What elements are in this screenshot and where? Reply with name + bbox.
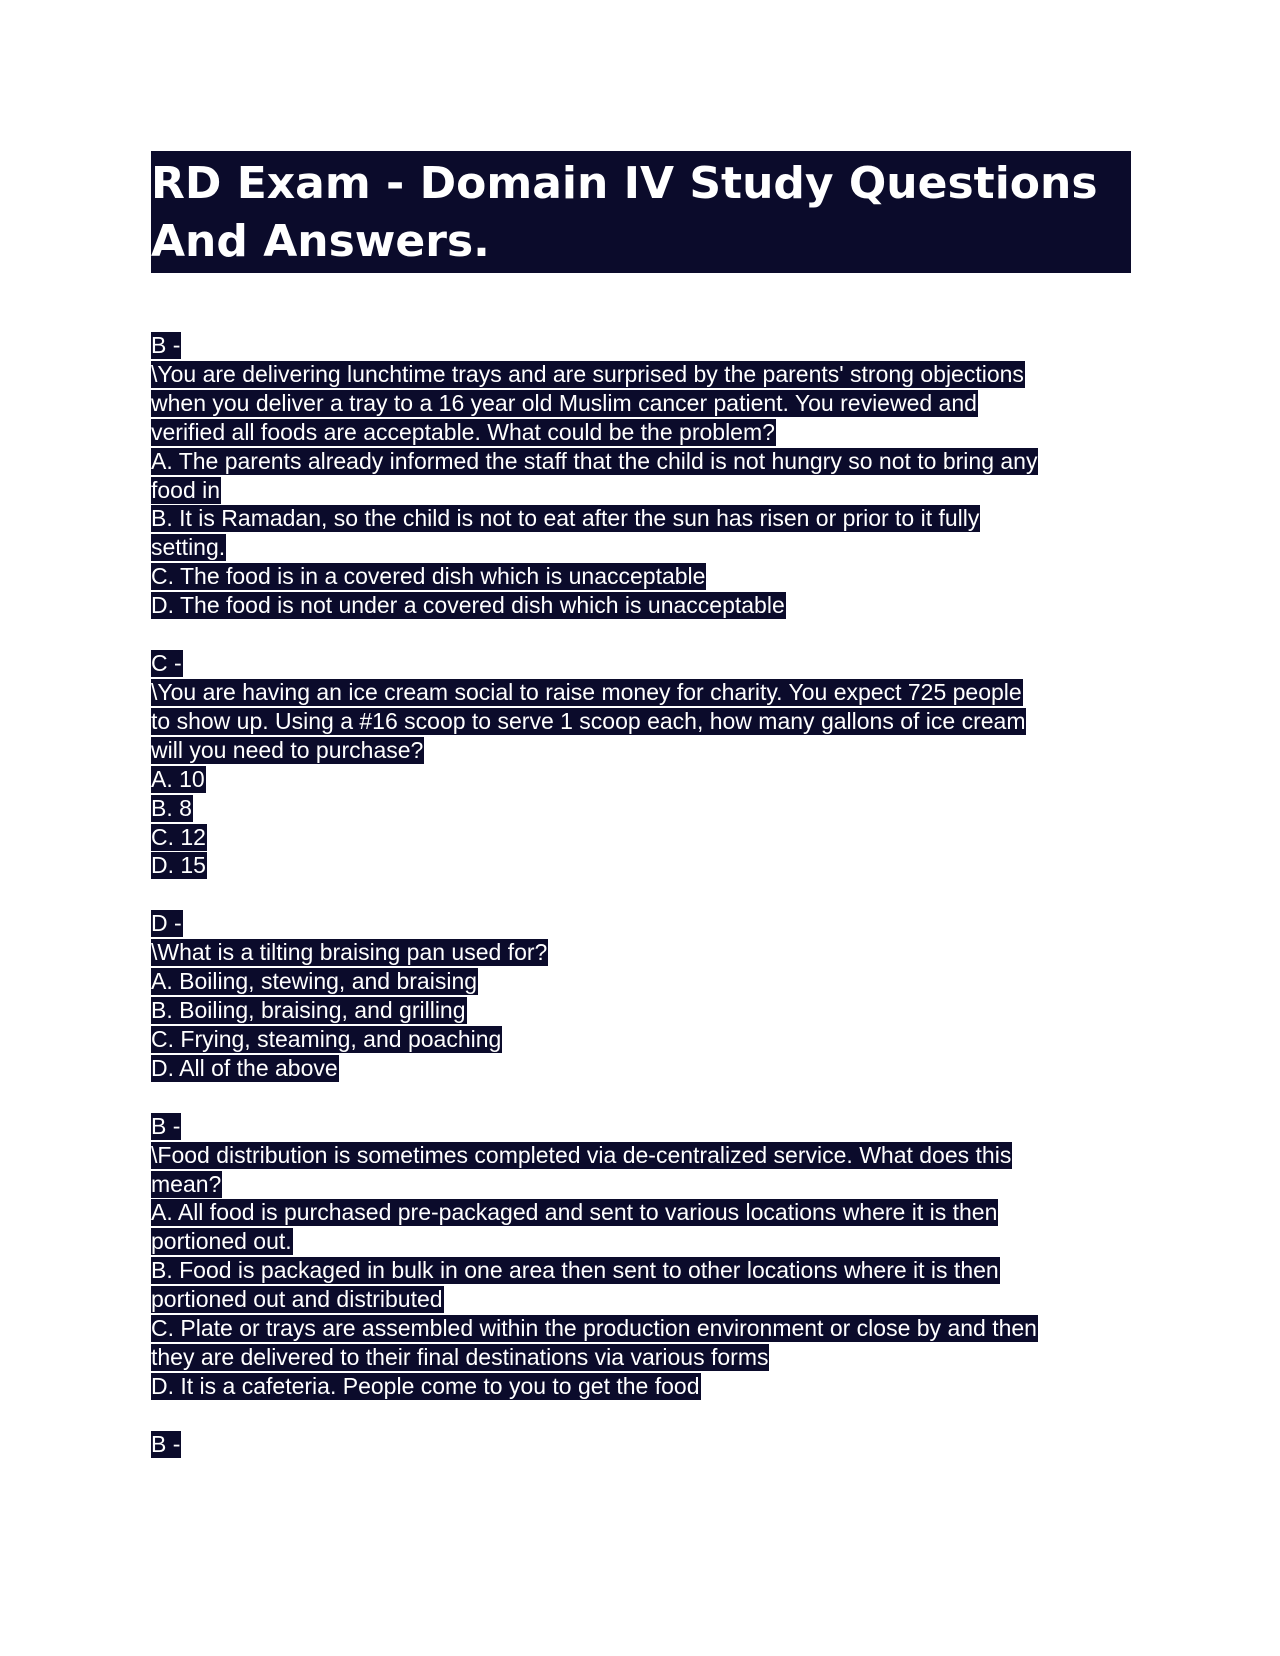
title-line: And Answers.: [151, 216, 490, 267]
question-block: [151, 1430, 1131, 1459]
title-line: RD Exam - Domain IV Study Questions: [151, 158, 1098, 209]
answer-key: B -: [151, 1430, 181, 1457]
option-text: D. 15: [151, 852, 206, 879]
question-block: [151, 1112, 1131, 1401]
question-text: \Food distribution is sometimes completed via de-centralized service. What does this: [151, 1141, 1012, 1168]
option-text: D. It is a cafeteria. People come to you to get the food: [151, 1372, 700, 1399]
question-block: [151, 909, 1131, 1082]
option-text: C. Frying, steaming, and poaching: [151, 1025, 502, 1052]
option-text: portioned out.: [151, 1228, 292, 1255]
question-block: [151, 649, 1131, 880]
question-block: [151, 331, 1131, 620]
option-text: they are delivered to their final destinations via various forms: [151, 1344, 769, 1370]
option-text: B. 8: [151, 794, 192, 821]
option-text: A. Boiling, stewing, and braising: [151, 968, 478, 995]
question-text: to show up. Using a #16 scoop to serve 1 scoop each, how many gallons of ice cream: [151, 707, 1026, 734]
answer-key: B -: [151, 1112, 181, 1139]
question-text: will you need to purchase?: [151, 736, 424, 763]
option-text: B. Boiling, braising, and grilling: [151, 997, 466, 1024]
option-text: C. 12: [151, 823, 206, 850]
document-title: [151, 151, 1131, 273]
option-text: portioned out and distributed: [151, 1286, 443, 1313]
document-page: [151, 151, 1131, 1488]
option-text: B. Food is packaged in bulk in one area then sent to other locations where it is then: [151, 1257, 999, 1284]
question-text: mean?: [151, 1170, 222, 1197]
answer-key: B -: [151, 332, 181, 358]
question-text: \What is a tilting braising pan used for?: [151, 939, 548, 966]
option-text: A. The parents already informed the staff that the child is not hungry so not to bring any: [151, 447, 1038, 474]
question-list: [151, 331, 1131, 1459]
answer-key: C -: [151, 650, 182, 677]
option-text: A. 10: [151, 765, 205, 792]
option-text: B. It is Ramadan, so the child is not to eat after the sun has risen or prior to it fully: [151, 505, 980, 532]
option-text: D. All of the above: [151, 1054, 338, 1081]
question-text: when you deliver a tray to a 16 year old Muslim cancer patient. You reviewed and: [151, 389, 977, 416]
question-text: \You are having an ice cream social to raise money for charity. You expect 725 people: [151, 678, 1022, 705]
option-text: A. All food is purchased pre-packaged and sent to various locations where it is then: [151, 1199, 998, 1226]
answer-key: D -: [151, 910, 182, 937]
option-text: C. The food is in a covered dish which is unacceptable: [151, 563, 706, 590]
option-text: C. Plate or trays are assembled within the production environment or close by and then: [151, 1315, 1037, 1342]
option-text: food in: [151, 476, 221, 503]
option-text: D. The food is not under a covered dish which is unacceptable: [151, 592, 785, 619]
option-text: setting.: [151, 534, 226, 561]
question-text: \You are delivering lunchtime trays and are surprised by the parents' strong objections: [151, 360, 1024, 387]
question-text: verified all foods are acceptable. What could be the problem?: [151, 418, 775, 445]
